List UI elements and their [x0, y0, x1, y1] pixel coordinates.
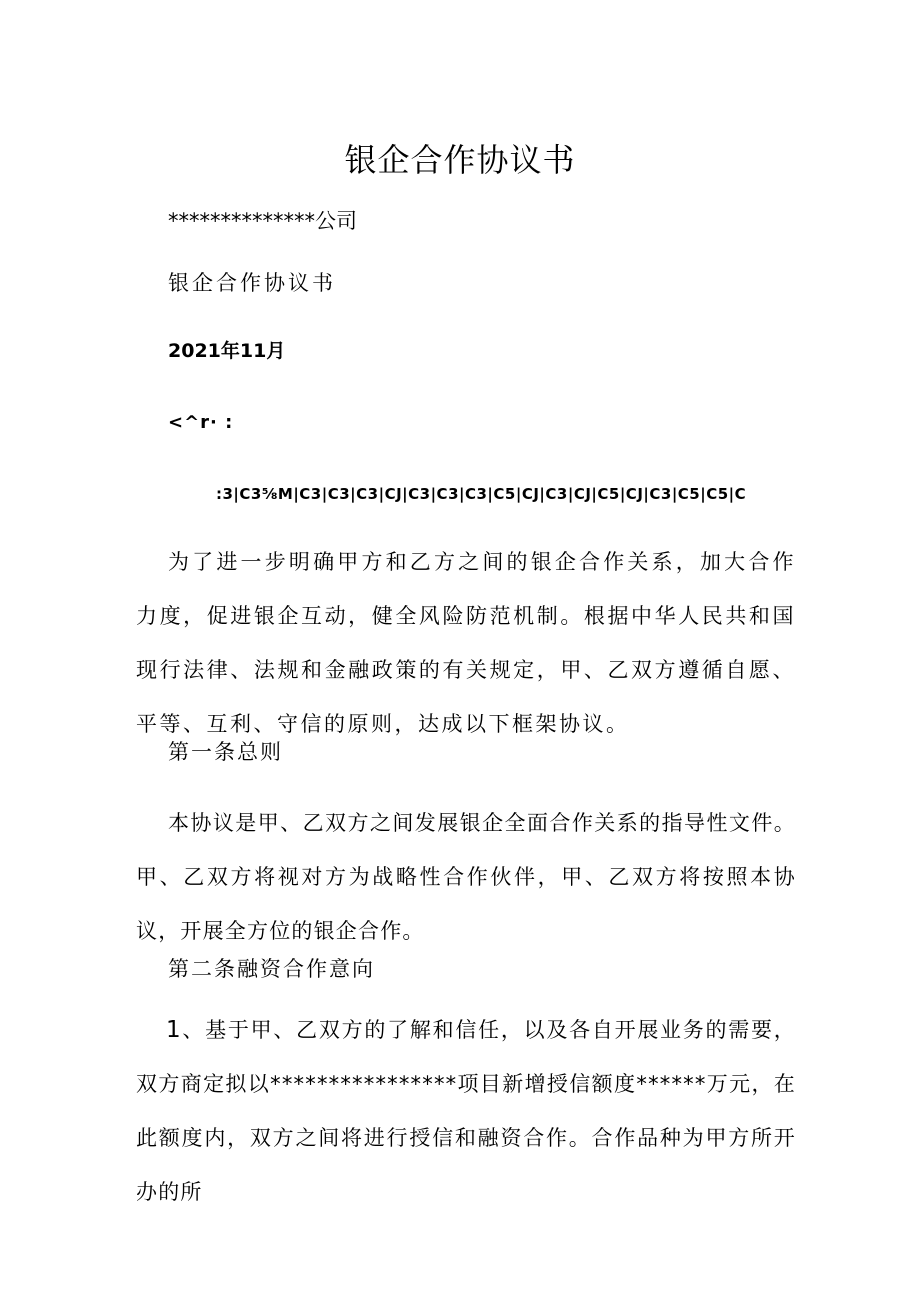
- document-subtitle: 银企合作协议书: [168, 271, 336, 295]
- document-title: 银企合作协议书: [344, 141, 576, 179]
- article-2-heading: 第二条融资合作意向: [168, 957, 375, 981]
- article-1-heading: 第一条总则: [168, 740, 283, 764]
- company-line: **************公司: [168, 209, 357, 233]
- intro-paragraph: 为了进一步明确甲方和乙方之间的银企合作关系，加大合作力度，促进银企互动，健全风险防范机制。根据中华人民共和国现行法律、法规和金融政策的有关规定，甲、乙双方遵循自愿、平等、互利、守信的原则，达成以下框架协议。: [136, 550, 796, 736]
- article-1-text: 本协议是甲、乙双方之间发展银企全面合作关系的指导性文件。甲、乙双方将视对方为战略性合作伙伴，甲、乙双方将按照本协议，开展全方位的银企合作。: [136, 811, 796, 943]
- item-number: 1: [166, 1017, 182, 1043]
- article-2-item-1: [136, 1003, 796, 1219]
- document-date: 2021年11月: [168, 340, 286, 362]
- garbled-table-line: :3|C3⅝M|C3|C3|C3|CJ|C3|C3|C3|C5|CJ|C3|CJ|C5|CJ|C3|C5|C5|C: [216, 485, 747, 503]
- item-text: 、基于甲、乙双方的了解和信任，以及各自开展业务的需要，双方商定拟以****************项目新增授信额度******万元，在此额度内，双方之间将进行授信和融资合作。合作品种为甲方所开办的所: [136, 1018, 796, 1204]
- garbled-text-line: <^r· :: [168, 412, 234, 433]
